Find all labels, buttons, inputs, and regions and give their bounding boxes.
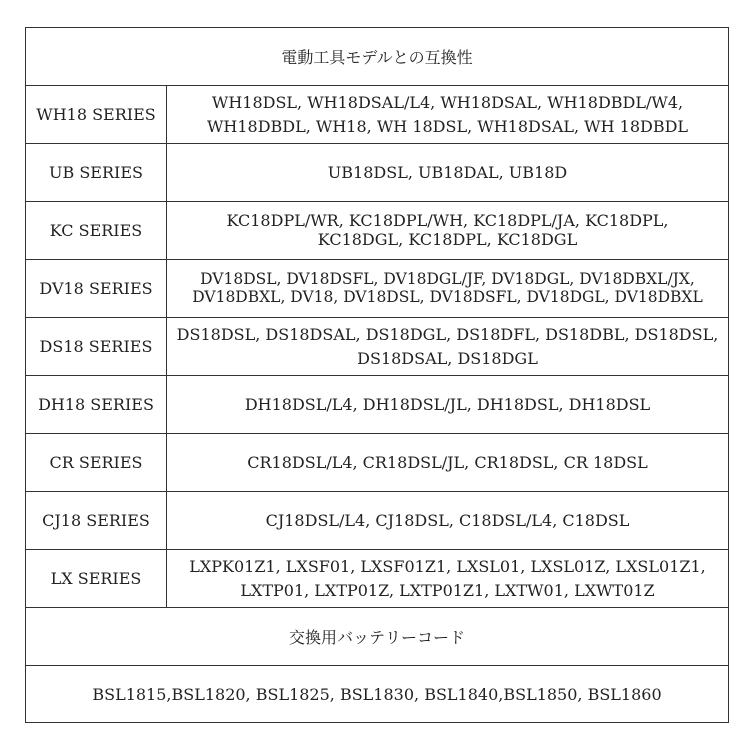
series-models-kc: KC18DPL/WR, KC18DPL/WH, KC18DPL/JA, KC18DPL, KC18DGL, KC18DPL, KC18DGL xyxy=(226,211,669,249)
table-row-cj18 xyxy=(26,492,728,550)
series-models-dh18: DH18DSL/L4, DH18DSL/JL, DH18DSL, DH18DSL xyxy=(244,394,651,414)
battery-codes: BSL1815,BSL1820, BSL1825, BSL1830, BSL1840,BSL1850, BSL1860 xyxy=(92,684,662,704)
table-header-row xyxy=(26,28,728,86)
table-row-lx xyxy=(26,550,728,608)
series-label-ub: UB SERIES xyxy=(26,144,167,201)
battery-title-row xyxy=(26,608,728,666)
series-label-wh18: WH18 SERIES xyxy=(26,86,167,143)
table-row-cr xyxy=(26,434,728,492)
battery-title: 交換用バッテリーコード xyxy=(288,628,465,647)
series-models-cr: CR18DSL/L4, CR18DSL/JL, CR18DSL, CR 18DSL xyxy=(247,452,648,472)
compatibility-table xyxy=(25,27,729,723)
series-models-wh18: WH18DSL, WH18DSAL/L4, WH18DSAL, WH18DBDL/W4, WH18DBDL, WH18, WH 18DSL, WH18DSAL, WH 18DBDL xyxy=(206,92,689,136)
header-title: 電動工具モデルとの互換性 xyxy=(281,48,473,67)
battery-codes-row xyxy=(26,666,728,722)
series-label-dh18: DH18 SERIES xyxy=(26,376,167,433)
series-label-lx: LX SERIES xyxy=(26,550,167,607)
series-label-dv18: DV18 SERIES xyxy=(26,260,167,317)
series-models-lx: LXPK01Z1, LXSF01, LXSF01Z1, LXSL01, LXSL01Z, LXSL01Z1, LXTP01, LXTP01Z, LXTP01Z1, LXTW01, LXWT01Z xyxy=(189,556,706,600)
series-models-ds18: DS18DSL, DS18DSAL, DS18DGL, DS18DFL, DS18DBL, DS18DSL, DS18DSAL, DS18DGL xyxy=(176,324,719,368)
series-label-ds18: DS18 SERIES xyxy=(26,318,167,375)
table-row-kc xyxy=(26,202,728,260)
series-models-cj18: CJ18DSL/L4, CJ18DSL, C18DSL/L4, C18DSL xyxy=(265,510,630,530)
series-label-cr: CR SERIES xyxy=(26,434,167,491)
table-row-dh18 xyxy=(26,376,728,434)
series-label-cj18: CJ18 SERIES xyxy=(26,492,167,549)
series-label-kc: KC SERIES xyxy=(26,202,167,259)
series-models-dv18: DV18DSL, DV18DSFL, DV18DGL/JF, DV18DGL, DV18DBXL/JX, DV18DBXL, DV18, DV18DSL, DV18DSFL, DV18DGL, DV18DBXL xyxy=(192,269,703,306)
table-row-ds18 xyxy=(26,318,728,376)
table-row-dv18 xyxy=(26,260,728,318)
table-row-wh18 xyxy=(26,86,728,144)
series-models-ub: UB18DSL, UB18DAL, UB18D xyxy=(327,162,568,182)
table-row-ub xyxy=(26,144,728,202)
